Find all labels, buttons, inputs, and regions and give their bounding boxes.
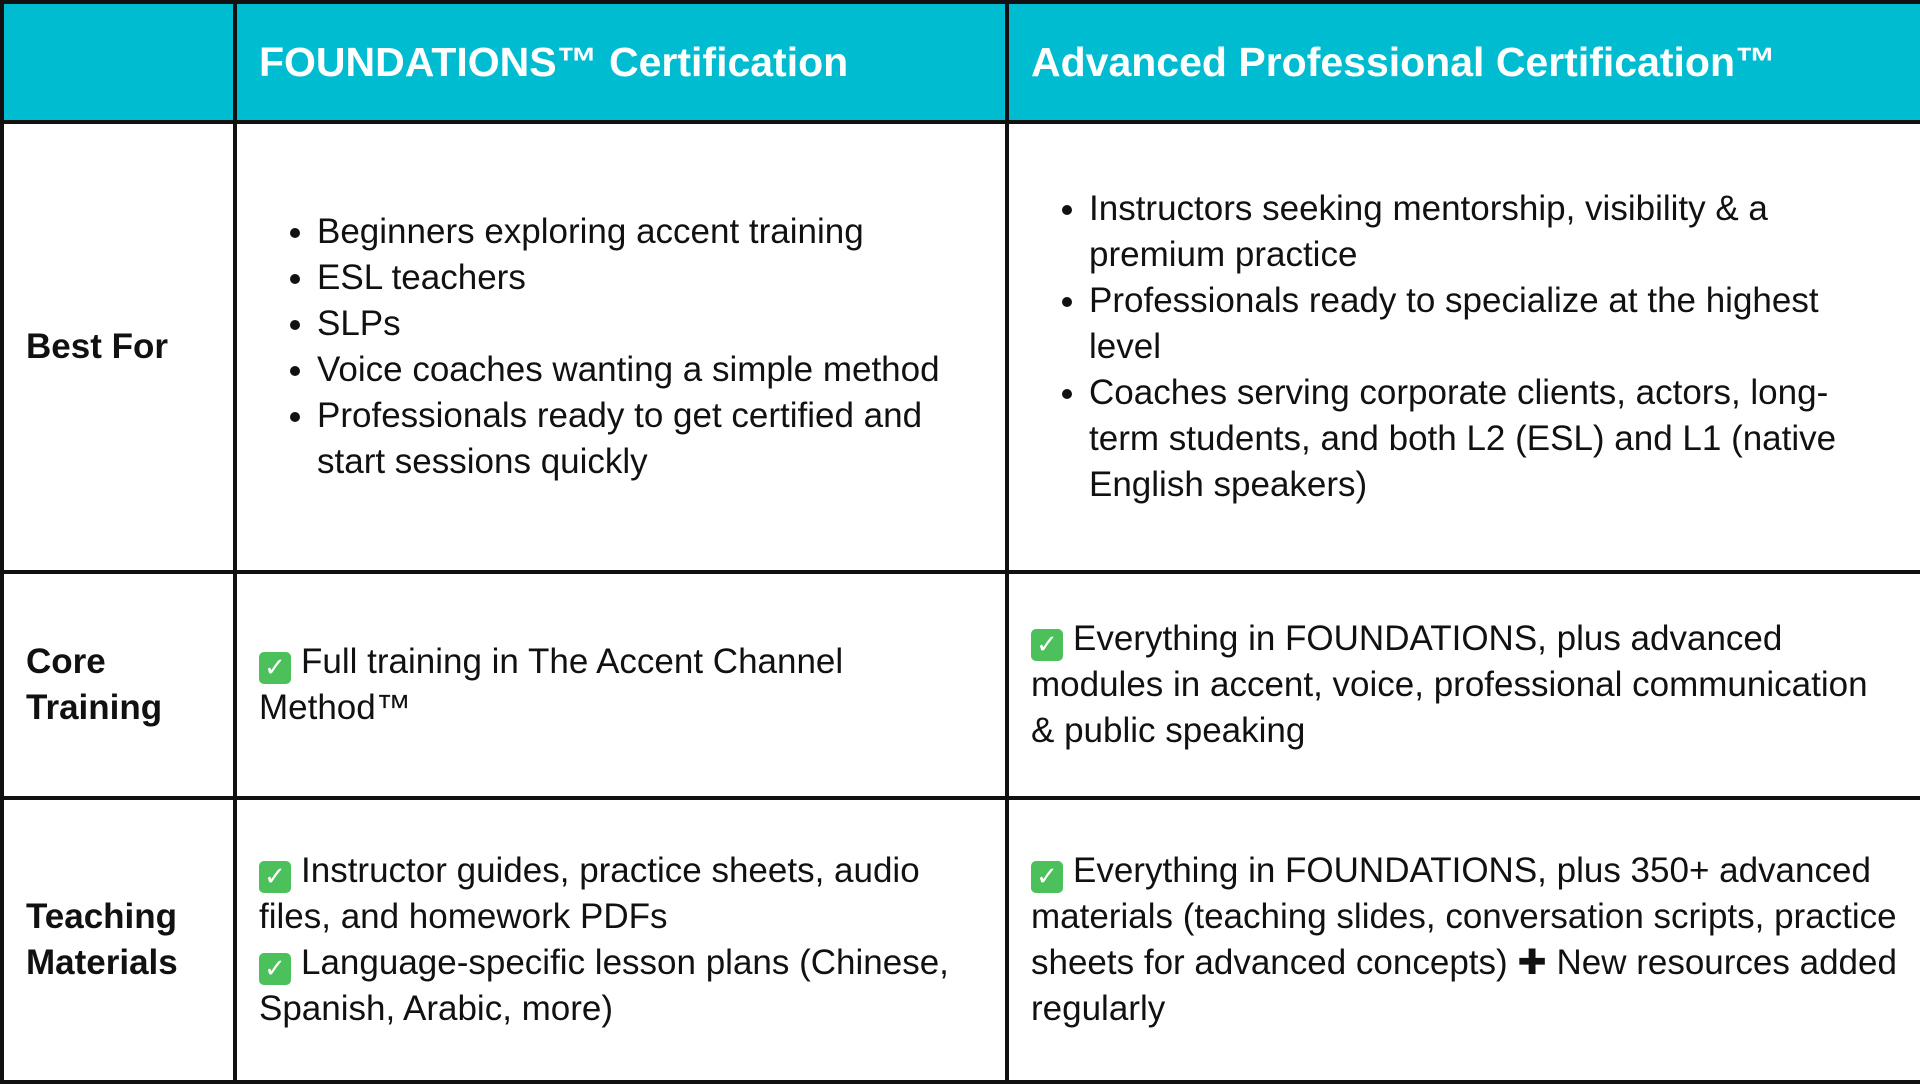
header-corner-cell <box>2 2 235 122</box>
cell-best-for-foundations <box>235 122 1007 572</box>
list-item: • SLPs <box>317 301 983 347</box>
list-item: • Beginners exploring accent training <box>317 209 983 255</box>
cell-teaching-materials-foundations <box>235 798 1007 1082</box>
cell-core-training-advanced <box>1007 572 1920 798</box>
cell-teaching-materials-advanced <box>1007 798 1920 1082</box>
check-item <box>259 940 983 1032</box>
row-label-line: Core <box>26 642 106 681</box>
check-icon: ✓ <box>259 652 291 684</box>
row-label-core-training <box>2 572 235 798</box>
check-icon: ✓ <box>1031 861 1063 893</box>
plus-icon: ✚ <box>1517 943 1547 983</box>
check-icon: ✓ <box>259 953 291 985</box>
materials-foundations-item: Instructor guides, practice sheets, audio files, and homework PDFs <box>259 851 920 936</box>
core-training-foundations-text: Full training in The Accent Channel Method™ <box>259 642 844 727</box>
row-teaching-materials <box>2 798 1920 1082</box>
row-label-teaching-materials <box>2 798 235 1082</box>
list-item: • Coaches serving corporate clients, actors, long-term students, and both L2 (ESL) and L1 (native English speakers) <box>1089 370 1898 508</box>
core-training-advanced-text: Everything in FOUNDATIONS, plus advanced modules in accent, voice, professional communication & public speaking <box>1031 619 1868 750</box>
list-item: • Voice coaches wanting a simple method <box>317 347 983 393</box>
row-best-for <box>2 122 1920 572</box>
check-icon: ✓ <box>1031 629 1063 661</box>
header-foundations: FOUNDATIONS™ Certification <box>235 2 1007 122</box>
header-row <box>2 2 1920 122</box>
check-item <box>259 848 983 940</box>
row-core-training <box>2 572 1920 798</box>
materials-foundations-item: Language-specific lesson plans (Chinese, Spanish, Arabic, more) <box>259 943 949 1028</box>
materials-advanced-text: Everything in FOUNDATIONS, plus 350+ advanced materials (teaching slides, conversation scripts, practice sheets for advanced concepts) <box>1031 851 1897 982</box>
row-label-line: Training <box>26 688 163 727</box>
header-advanced: Advanced Professional Certification™ <box>1007 2 1920 122</box>
cell-best-for-advanced <box>1007 122 1920 572</box>
materials-advanced-plus-text: New resources added regularly <box>1031 943 1897 1028</box>
row-label-best-for: Best For <box>2 122 235 572</box>
bullet-list-advanced <box>1031 186 1898 508</box>
list-item: • Instructors seeking mentorship, visibility & a premium practice <box>1089 186 1898 278</box>
cell-core-training-foundations <box>235 572 1007 798</box>
row-label-line: Teaching <box>26 897 178 936</box>
check-icon: ✓ <box>259 861 291 893</box>
list-item: • ESL teachers <box>317 255 983 301</box>
bullet-list-foundations <box>259 209 983 485</box>
row-label-line: Materials <box>26 943 178 982</box>
list-item: • Professionals ready to specialize at the highest level <box>1089 278 1898 370</box>
list-item: • Professionals ready to get certified and start sessions quickly <box>317 393 983 485</box>
